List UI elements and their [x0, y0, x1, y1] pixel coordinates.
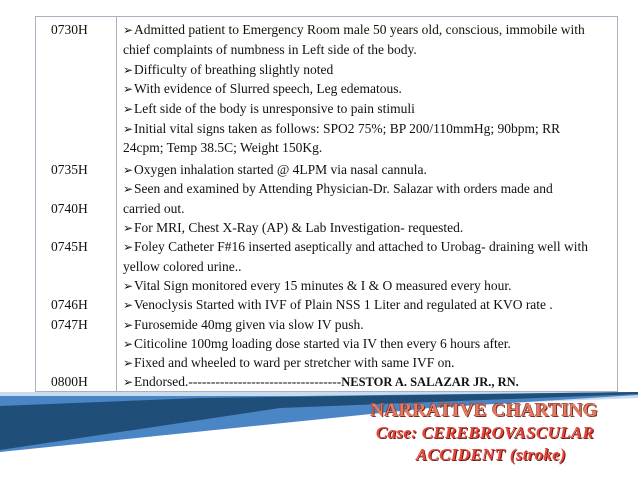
- entry-line: [123, 181, 553, 197]
- entry-text: Citicoline 100mg loading dose started via IV then every 6 hours after.: [134, 336, 511, 351]
- entry-line: [123, 239, 588, 255]
- entry-text: carried out.: [123, 201, 185, 216]
- entry-text: Furosemide 40mg given via slow IV push.: [134, 317, 364, 332]
- entry-text: Foley Catheter F#16 inserted aseptically and attached to Urobag- draining well with: [134, 239, 588, 254]
- signer-name: NESTOR A. SALAZAR JR., RN.: [341, 375, 519, 389]
- entry-line: [123, 297, 553, 313]
- bullet-arrow-icon: ➢: [123, 122, 134, 136]
- entry-line: [123, 121, 560, 137]
- bullet-arrow-icon: ➢: [123, 279, 134, 293]
- bullet-arrow-icon: ➢: [123, 82, 134, 96]
- entry-line: [123, 336, 511, 352]
- entry-text: Seen and examined by Attending Physician-Dr. Salazar with orders made and: [134, 181, 553, 196]
- entry-line: [123, 62, 333, 78]
- entry-text: yellow colored urine..: [123, 259, 242, 274]
- bullet-arrow-icon: ➢: [123, 102, 134, 116]
- entry-text: For MRI, Chest X-Ray (AP) & Lab Investigation- requested.: [134, 220, 464, 235]
- entry-text: Left side of the body is unresponsive to pain stimuli: [134, 101, 415, 116]
- slide-subtitle-line2: ACCIDENT (stroke): [415, 445, 566, 464]
- endorsed-text: Endorsed.----------------------------------: [134, 374, 342, 389]
- entry-line: [123, 22, 585, 38]
- entry-line: [123, 201, 184, 217]
- entry-line: [123, 42, 417, 58]
- time-0740: 0740H: [51, 201, 88, 216]
- slide-title: NARRATIVE CHARTING: [370, 400, 598, 421]
- entry-text: Difficulty of breathing slightly noted: [134, 62, 334, 77]
- bullet-arrow-icon: ➢: [123, 298, 134, 312]
- bullet-arrow-icon: ➢: [123, 221, 134, 235]
- entry-text: Venoclysis Started with IVF of Plain NSS 1 Liter and regulated at KVO rate .: [134, 297, 553, 312]
- bullet-arrow-icon: ➢: [123, 375, 134, 389]
- time-0746: 0746H: [51, 297, 88, 312]
- entry-line: [123, 278, 512, 294]
- entry-line: [123, 220, 463, 236]
- entry-text: With evidence of Slurred speech, Leg edematous.: [134, 81, 402, 96]
- entry-line: [123, 162, 427, 178]
- entry-line: [123, 81, 402, 97]
- slide-subtitle-line1: Case: CEREBROVASCULAR: [375, 423, 594, 442]
- bullet-arrow-icon: ➢: [123, 23, 134, 37]
- column-divider: [116, 17, 117, 391]
- time-0730: 0730H: [51, 22, 88, 37]
- bullet-arrow-icon: ➢: [123, 182, 134, 196]
- entry-text: Vital Sign monitored every 15 minutes & I & O measured every hour.: [134, 278, 512, 293]
- time-0800: 0800H: [51, 374, 88, 389]
- entry-text: Oxygen inhalation started @ 4LPM via nasal cannula.: [134, 162, 427, 177]
- entry-line: [123, 101, 415, 117]
- entry-text: Initial vital signs taken as follows: SPO2 75%; BP 200/110mmHg; 90bpm; RR: [134, 121, 561, 136]
- bullet-arrow-icon: ➢: [123, 356, 134, 370]
- endorsed-line: [123, 374, 519, 390]
- bullet-arrow-icon: ➢: [123, 318, 134, 332]
- time-0735: 0735H: [51, 162, 88, 177]
- bullet-arrow-icon: ➢: [123, 240, 134, 254]
- time-0747: 0747H: [51, 317, 88, 332]
- bullet-arrow-icon: ➢: [123, 337, 134, 351]
- bullet-arrow-icon: ➢: [123, 163, 134, 177]
- entry-line: [123, 317, 364, 333]
- entry-line: [123, 259, 241, 275]
- entry-text: Fixed and wheeled to ward per stretcher with same IVF on.: [134, 355, 455, 370]
- entry-text: chief complaints of numbness in Left side of the body.: [123, 42, 417, 57]
- entry-text: 24cpm; Temp 38.5C; Weight 150Kg.: [123, 140, 323, 155]
- entry-line: [123, 355, 455, 371]
- bullet-arrow-icon: ➢: [123, 63, 134, 77]
- time-0745: 0745H: [51, 239, 88, 254]
- entry-line: [123, 140, 322, 156]
- entry-text: Admitted patient to Emergency Room male 50 years old, conscious, immobile with: [134, 22, 585, 37]
